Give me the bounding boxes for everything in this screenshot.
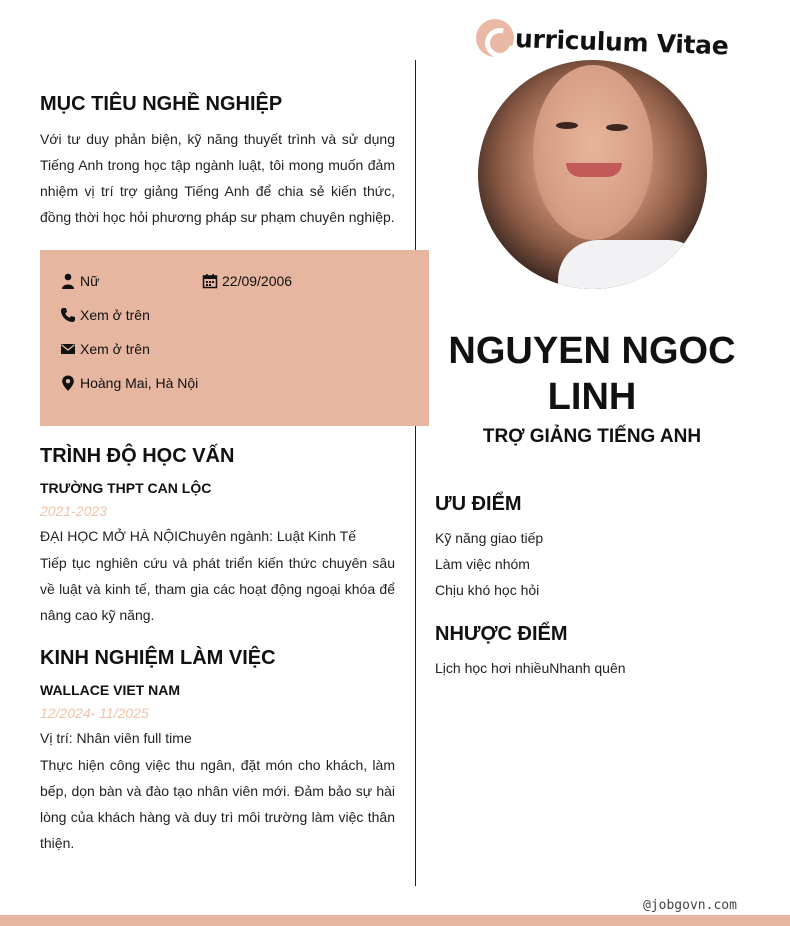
education-heading: TRÌNH ĐỘ HỌC VẤN [40,445,235,467]
strength-item: Kỹ năng giao tiếp [435,530,544,546]
cv-logo [476,16,729,60]
envelope-icon [60,341,76,357]
objective-heading: MỤC TIÊU NGHỀ NGHIỆP [40,93,283,115]
gender-value: Nữ [80,273,100,289]
school-name: TRƯỜNG THPT CAN LỘC [40,480,212,496]
column-divider [415,60,416,886]
job-period: 12/2024- 11/2025 [40,705,149,721]
profile-photo [478,60,707,289]
strength-item: Chịu khó học hỏi [435,582,540,598]
phone-row [60,307,150,323]
watermark: @jobgovn.com [643,898,737,913]
phone-value: Xem ở trên [80,307,150,323]
birthdate-value: 22/09/2006 [222,273,293,289]
calendar-icon [202,273,218,289]
logo-c-icon [476,19,514,57]
email-value: Xem ở trên [80,341,150,357]
weakness-text: Lịch học hơi nhiềuNhanh quên [435,660,626,676]
birthdate-row [202,273,292,289]
address-value: Hoàng Mai, Hà Nội [80,375,199,391]
university-line: ĐẠI HỌC MỞ HÀ NỘIChuyên ngành: Luật Kinh Tế [40,528,356,544]
address-row [60,375,198,391]
school-period: 2021-2023 [40,503,107,519]
strengths-heading: ƯU ĐIỂM [435,493,522,515]
experience-heading: KINH NGHIỆM LÀM VIỆC [40,647,276,669]
location-pin-icon [60,375,76,391]
job-position: Vị trí: Nhân viên full time [40,730,192,746]
job-description: Thực hiện công việc thu ngân, đặt món cho khách, làm bếp, dọn bàn và đào tạo nhân viên mới. Đảm bảo sự hài lòng của khách hàng và duy trì môi trường làm việc thân thiện. [40,757,395,851]
candidate-role: TRỢ GIẢNG TIẾNG ANH [482,426,702,447]
person-icon [60,273,76,289]
strength-item: Làm việc nhóm [435,556,530,572]
company-name: WALLACE VIET NAM [40,682,180,698]
footer-bar [0,915,790,926]
education-description: Tiếp tục nghiên cứu và phát triển kiến thức chuyên sâu về luật và kinh tế, tham gia các hoạt động ngoại khóa để nâng cao kỹ năng. [40,555,395,623]
candidate-name: NGUYEN NGOC LINH [448,330,736,418]
gender-row [60,273,99,289]
objective-text: Với tư duy phản biện, kỹ năng thuyết trình và sử dụng Tiếng Anh trong học tập ngành luật, tôi mong muốn đảm nhiệm vị trí trợ giảng Tiếng Anh để chia sẻ kiến thức, đồng thời học hỏi phương pháp sư phạm chuyên nghiệp. [40,131,395,225]
personal-info-box [40,250,429,426]
logo-text: urriculum Vitae [514,23,729,60]
weaknesses-heading: NHƯỢC ĐIỂM [435,623,568,645]
email-row [60,341,150,357]
phone-icon [60,307,76,323]
